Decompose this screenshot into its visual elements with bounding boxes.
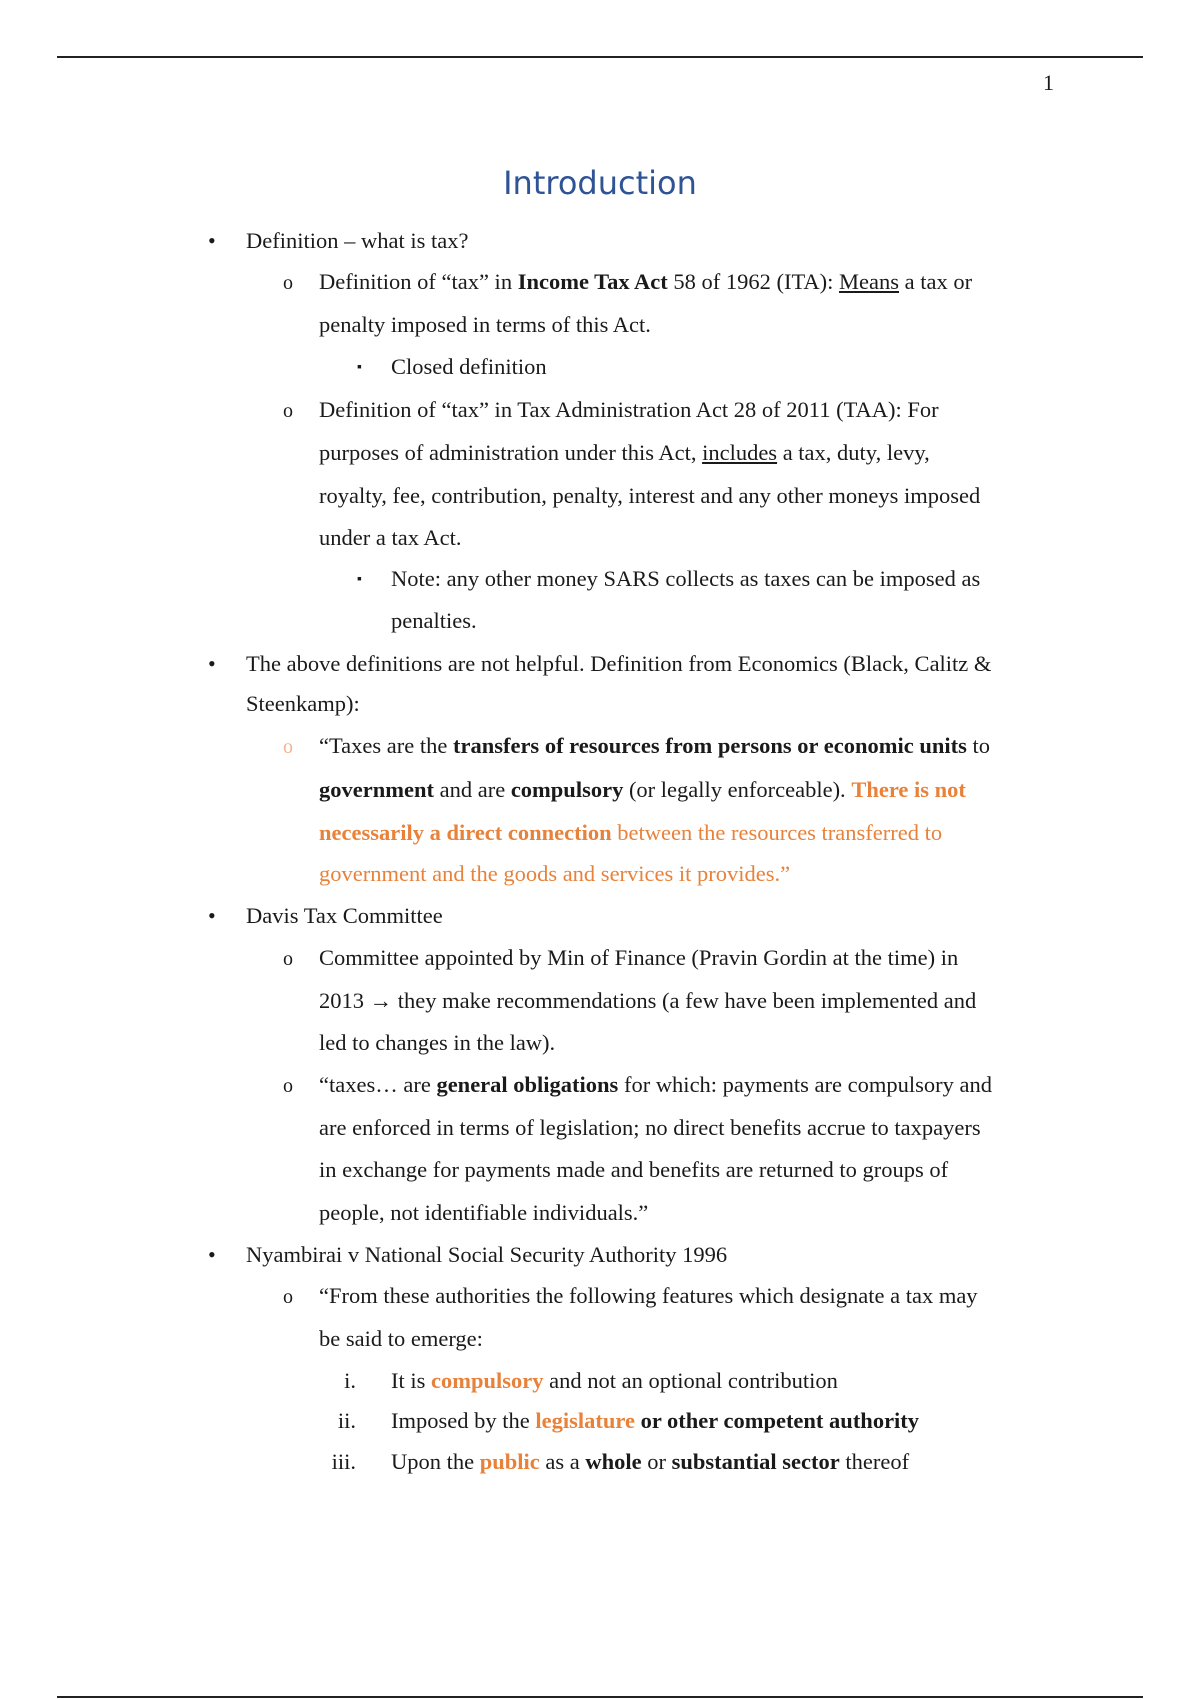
bullet-disc-icon: • <box>208 1242 216 1267</box>
sub-bullet-text: “From these authorities the following features which designate a tax may <box>319 1283 978 1308</box>
sub-bullet-text: purposes of administration under this Act, includes a tax, duty, levy, <box>319 440 930 465</box>
sub-bullet-text: Definition of “tax” in Tax Administration Act 28 of 2011 (TAA): For <box>319 397 939 422</box>
bullet-text: The above definitions are not helpful. Definition from Economics (Black, Calitz & <box>246 651 992 676</box>
bullet-square-icon: ▪ <box>357 572 362 587</box>
numbered-item-text: Imposed by the legislature or other competent authority <box>391 1408 920 1433</box>
bullet-circle-icon: o <box>283 1286 293 1308</box>
sub-bullet-text: 2013 → they make recommendations (a few have been implemented and <box>319 988 977 1013</box>
roman-numeral: iii. <box>331 1449 356 1474</box>
quote-text: necessarily a direct connection between the resources transferred to <box>319 820 943 845</box>
sub-bullet-text: be said to emerge: <box>319 1326 483 1351</box>
page-number: 1 <box>1043 70 1054 95</box>
bullet-disc-icon: • <box>208 228 216 253</box>
bullet-text: Davis Tax Committee <box>246 903 443 928</box>
bullet-disc-icon: • <box>208 651 216 676</box>
quote-text: “Taxes are the transfers of resources from persons or economic units to <box>319 733 990 758</box>
sub-bullet-text: Committee appointed by Min of Finance (Pravin Gordin at the time) in <box>319 945 959 970</box>
quote-text: government and the goods and services it provides.” <box>319 861 791 886</box>
bullet-circle-icon: o <box>283 1075 293 1097</box>
bullet-circle-icon: o <box>283 948 293 970</box>
sub-bullet-text: in exchange for payments made and benefits are returned to groups of <box>319 1157 949 1182</box>
sub-bullet-text: under a tax Act. <box>319 525 462 550</box>
page-title: Introduction <box>503 164 697 202</box>
quote-text: government and are compulsory (or legally enforceable). There is not <box>319 777 966 802</box>
bullet-circle-icon: o <box>283 400 293 422</box>
sub-bullet-text: royalty, fee, contribution, penalty, interest and any other moneys imposed <box>319 483 981 508</box>
bullet-disc-icon: • <box>208 903 216 928</box>
sub-bullet-text: Definition of “tax” in Income Tax Act 58 of 1962 (ITA): Means a tax or <box>319 269 973 294</box>
sub-bullet-text: penalty imposed in terms of this Act. <box>319 312 651 337</box>
roman-numeral: i. <box>344 1368 356 1393</box>
sub-bullet-text: “taxes… are general obligations for which: payments are compulsory and <box>319 1072 992 1097</box>
bullet-text: Definition – what is tax? <box>246 228 469 253</box>
top-rule <box>57 56 1143 58</box>
sub-bullet-text: led to changes in the law). <box>319 1030 556 1055</box>
bullet-circle-icon: o <box>283 736 293 758</box>
sub-bullet-text: are enforced in terms of legislation; no direct benefits accrue to taxpayers <box>319 1115 981 1140</box>
bullet-circle-icon: o <box>283 272 293 294</box>
numbered-item-text: It is compulsory and not an optional contribution <box>391 1368 838 1393</box>
numbered-item-text: Upon the public as a whole or substantial sector thereof <box>391 1449 910 1474</box>
sub-bullet-text: people, not identifiable individuals.” <box>319 1200 649 1225</box>
tertiary-bullet-text: penalties. <box>391 608 477 633</box>
bullet-square-icon: ▪ <box>357 360 362 375</box>
bullet-text: Steenkamp): <box>246 691 360 716</box>
roman-numeral: ii. <box>337 1408 356 1433</box>
bullet-text: Nyambirai v National Social Security Authority 1996 <box>246 1242 728 1267</box>
bottom-rule <box>57 1696 1143 1698</box>
tertiary-bullet-text: Closed definition <box>391 354 547 379</box>
tertiary-bullet-text: Note: any other money SARS collects as taxes can be imposed as <box>391 566 981 591</box>
